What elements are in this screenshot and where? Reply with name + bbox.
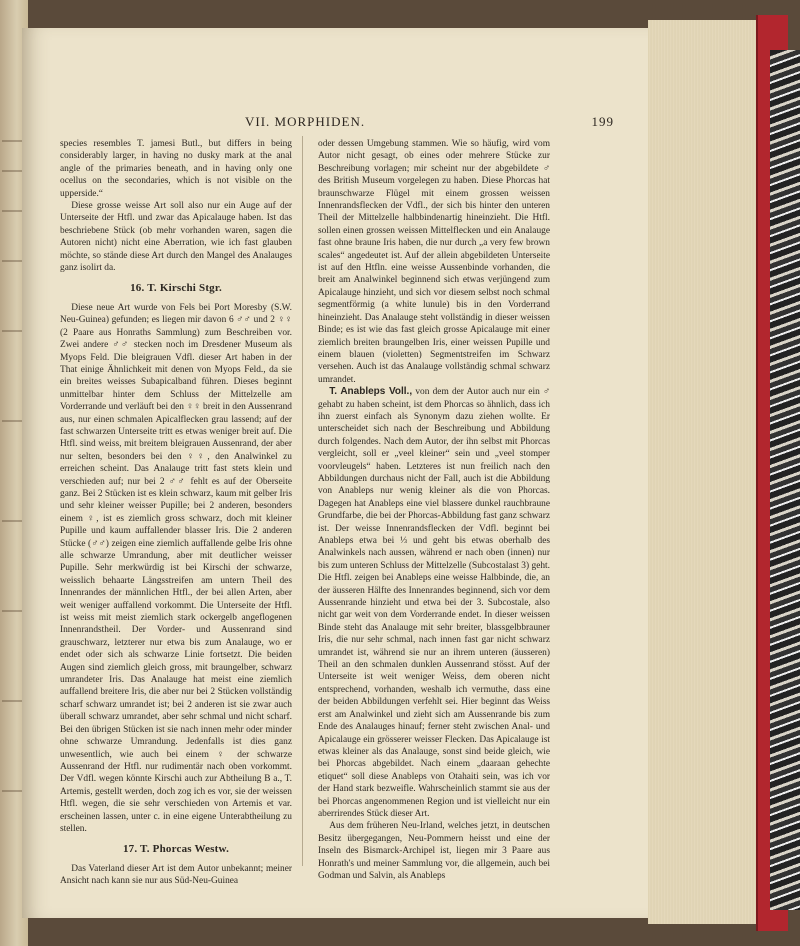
paragraph: Diese neue Art wurde von Fels bei Port Moresby (S.W. Neu-Guinea) gefunden; es liegen mir davon 6 ♂♂ und 2 ♀♀ (2 Paare aus Honraths Sammlung) zum Beschreiben vor. Zwei andere ♂♂ stecken noch im Dresdener Museum als Myops Feld. Die bleigrauen Vdfl. dieser Art haben in der That einige Ähnlichkeit mit denen von Myops Feld., da sie ein breites weisses Subapicalband führen. Dieses beginnt unmittelbar hinter dem Schluss der Mittelzelle am Vorderrande und verläuft bei den ♀♀ breit in den Aussenrand aus, nur einen schmalen Apicalflecken grau lassend; auf der fast schwarzen Unterseite tritt es etwas weniger breit auf. Die Htfl. sind weiss, mit breitem bleigrauen Aussenrand, der aber nur selten, besonders bei den ♀♀, den Analwinkel zu erreichen scheint. Das Analauge tritt fast stets klein und verschieden auf; nur bei 2 ♂♂ fehlt es auf der Oberseite ganz. Bei 2 Stücken ist es klein schwarz, kaum mit gelber Iris und sehr kleiner weisser Pupille; bei 2 anderen, besonders einem ♀, ist es ziemlich gross schwarz, doch mit kleiner Pupille und kaum auffallender blasser Iris. Die 2 anderen Stücke (♂♂) zeigen eine ziemlich auffallende gelbe Iris ohne alle schwarze Umrandung, aber mit deutlicher weisser Pupille. Sehr merkwürdig ist bei Kirschi der schwarze, weisslich behaarte Längsstreifen am untern Theil des Innenrandes der männlichen Htfl., der bei allen Arten, aber weit weniger auffallend vorkommt. Die Unterseite der Htfl. ist weiss mit meist ziemlich stark ockergelb angeflogenen Innenrandstheil. Der Vorder- und Aussenrand sind grauschwarz, letzterer nur etwa bis zum Analauge, wo er endet oder sich als schwarze Linie fortsetzt. Die beiden Augen sind ziemlich gleich gross, mit braungelber, schwarz umrandeter Iris. Das Analauge hat meist eine ziemlich auffallend breitere Iris, die aber nur bei 2 Stücken vollständig scharf schwarz umrandet ist; bei 2 anderen ist sie zwar auch überall schwarz umrandet, aber sehr schmal und nicht scharf. Bei den übrigen Stücken ist sie nach innen mehr oder minder ohne schwarze Umrandung. Jedenfalls ist dies ganz unwesentlich, wie auch bei einem ♀ der schwarze Aussenrand der Htfl. nur rudimentär nach oben vorkommt. Der Vdfl. wegen könnte Kirschi auch zur Abtheilung B a., T. Artemis, gestellt werden, doch zog ich es vor, sie der weissen Htfl. wegen, die sie sehr verschieden von Artemis et var. erscheinen lassen, unter c. in eine eigene Unterabtheilung zu stellen. bbox=[60, 302, 292, 834]
paragraph: oder dessen Umgebung stammen. Wie so häufig, wird vom Autor nicht gesagt, ob eines oder mehrere Stücke zur Beschreibung vorlagen; mir scheint nur der abgebildete ♂ des British Museum vorgelegen zu haben. Diese Phorcas hat braunschwarze Flügel mit einem grossen weissen Innenrandsflecken der Vdfl., der sich bis hinter den unteren Theil der Mittelzelle halbbindenartig hineinzieht. Die Htfl. sollen einen grossen weissen Mittelflecken und ein Analauge fast ohne braune Iris haben, die nur durch „a very few brown scales“ angedeutet ist. Auf der allein abgebildeten Unterseite ist auf den Htfln. eine weisse Aussenbinde vorhanden, die breit am Analwinkel beginnend sich etwas verjüngend zum Apicalauge hinzieht, und sich vor diesem selbst noch schmal segmentförmig (a white lunule) bis in den Vorderrand hineinzieht. Das Analauge steht vollständig in dieser weissen Binde; es ist wie das fast gleich grosse Apicalauge mit einer ziemlich breiten braungelben Iris, einer weissen Pupille und einem blauen (violetten) Segmentstreifen im Schwarz versehen. Auch ist das Analauge vollständig schmal schwarz umrandet. bbox=[318, 139, 550, 385]
running-header bbox=[60, 114, 620, 134]
page-block-edges bbox=[648, 20, 758, 924]
species-heading: 16. T. Kirschi Stgr. bbox=[130, 282, 222, 295]
species-name: T. Anableps Voll., bbox=[329, 386, 413, 398]
paragraph-text: von dem der Autor auch nur ein ♂ gehabt zu haben scheint, ist dem Phorcas so ähnlich, dass ich ihn zuerst einfach als Synonym dazu ziehen wollte. Er unterscheidet sich nach der Beschreibung und Abbildung durch folgendes. Nach dem Autor, der ihn selbst mit Phorcas vergleicht, soll er „veel kleiner“ sein und „veel stomper voorvleugels“ haben. Letzteres ist nun freilich nach den Abbildungen durchaus nicht der Fall, auch ist die Abbildung von Anableps nur wenig kleiner als die von Phorcas. Dagegen hat Anableps eine viel blassere dunkel rauchbraune Grundfarbe, die bei der Phorcas-Abbildung fast ganz schwarz ist. Der weisse Innenrandsflecken der Vdfl. beginnt bei Anableps etwa bei ⅓ und geht bis etwas oberhalb des Analwinkels nach aussen, während er nach oben (innen) nur bis zum unteren Schluss der Mittelzelle (Subcostalast 3) geht. Die Htfl. zeigen bei Anableps eine weisse Halbbinde, die, an der äusseren Hälfte des Innenrandes beginnend, sich vor dem Aussenrande hinzieht und etwa bei der 3. Subcostale, also nicht gar weit von dem Vorderrande endet. In dieser weissen Binde steht das Analauge mit sehr breiter, blassgelbbrauner Iris, die nur sehr schmal, nach innen fast gar nicht schwarz umrandet ist, während sie nur an ihrem unteren (äusseren) Theil an den schmalen dunklen Aussenrand stösst. Auf der Unterseite ist weit weniger Weiss, dem oberen nicht entsprechend, vorhanden, weshalb ich vermuthe, dass eine der beiden Abbildungen verfehlt sei. Hier beginnt das Weiss erst am Analwinkel und zieht sich am Aussenrande bis zum Ende des Analauges hinauf; ferner steht zwischen Anal- und Apicalauge ein grösserer weisser Flecken. Das Apicalauge ist etwas kleiner als das Analauge, sonst sind beide gleich, wie bei Phorcas abgebildet. Nach einem „daaraan gehechte etiquet“ soll diese Anableps von Otahaiti sein, was ich vor der Hand stark bezweifle. Wahrscheinlich stammt sie aus der bei Phorcas angenommenen Region und ist vielleicht nur ein aberrirendes Stück dieser Art. bbox=[318, 387, 551, 819]
left-column bbox=[60, 138, 292, 888]
species-heading: 17. T. Phorcas Westw. bbox=[122, 843, 230, 856]
section-title: VII. MORPHIDEN. bbox=[245, 114, 366, 129]
right-column bbox=[318, 138, 550, 882]
page-number: 199 bbox=[591, 114, 614, 129]
paragraph: Aus dem früheren Neu-Irland, welches jetzt, in deutschen Besitz übergegangen, Neu-Pommern heisst und eine der Inseln des Bismarck-Archipel ist, liegen mir 3 Paare aus Honrath's und meiner Sammlung vor, die allgemein, auch bei Godman und Salvin, als Anableps bbox=[318, 821, 550, 881]
paragraph: species resembles T. jamesi Butl., but differs in being considerably larger, in having no dusky mark at the anal angle of the primaries beneath, and in having only one ocellus on the secondaries, which is not visible on the upperside.“ bbox=[60, 139, 292, 199]
marbled-cover bbox=[770, 50, 800, 910]
paragraph: Das Vaterland dieser Art ist dem Autor unbekannt; meiner Ansicht nach kann sie nur aus Süd-Neu-Guinea bbox=[60, 863, 292, 887]
paragraph: Diese grosse weisse Art soll also nur ein Auge auf der Unterseite der Htfl. und zwar das Apicalauge haben. Ist das beschriebene Stück (ob mehr vorhanden waren, sagen die Autoren nicht) nicht eine Aberration, wie ich fast glauben möchte, so stände diese Art durch den Mangel des Analauges ganz isolirt da. bbox=[60, 201, 292, 274]
column-divider bbox=[302, 136, 303, 866]
paragraph bbox=[318, 386, 550, 820]
